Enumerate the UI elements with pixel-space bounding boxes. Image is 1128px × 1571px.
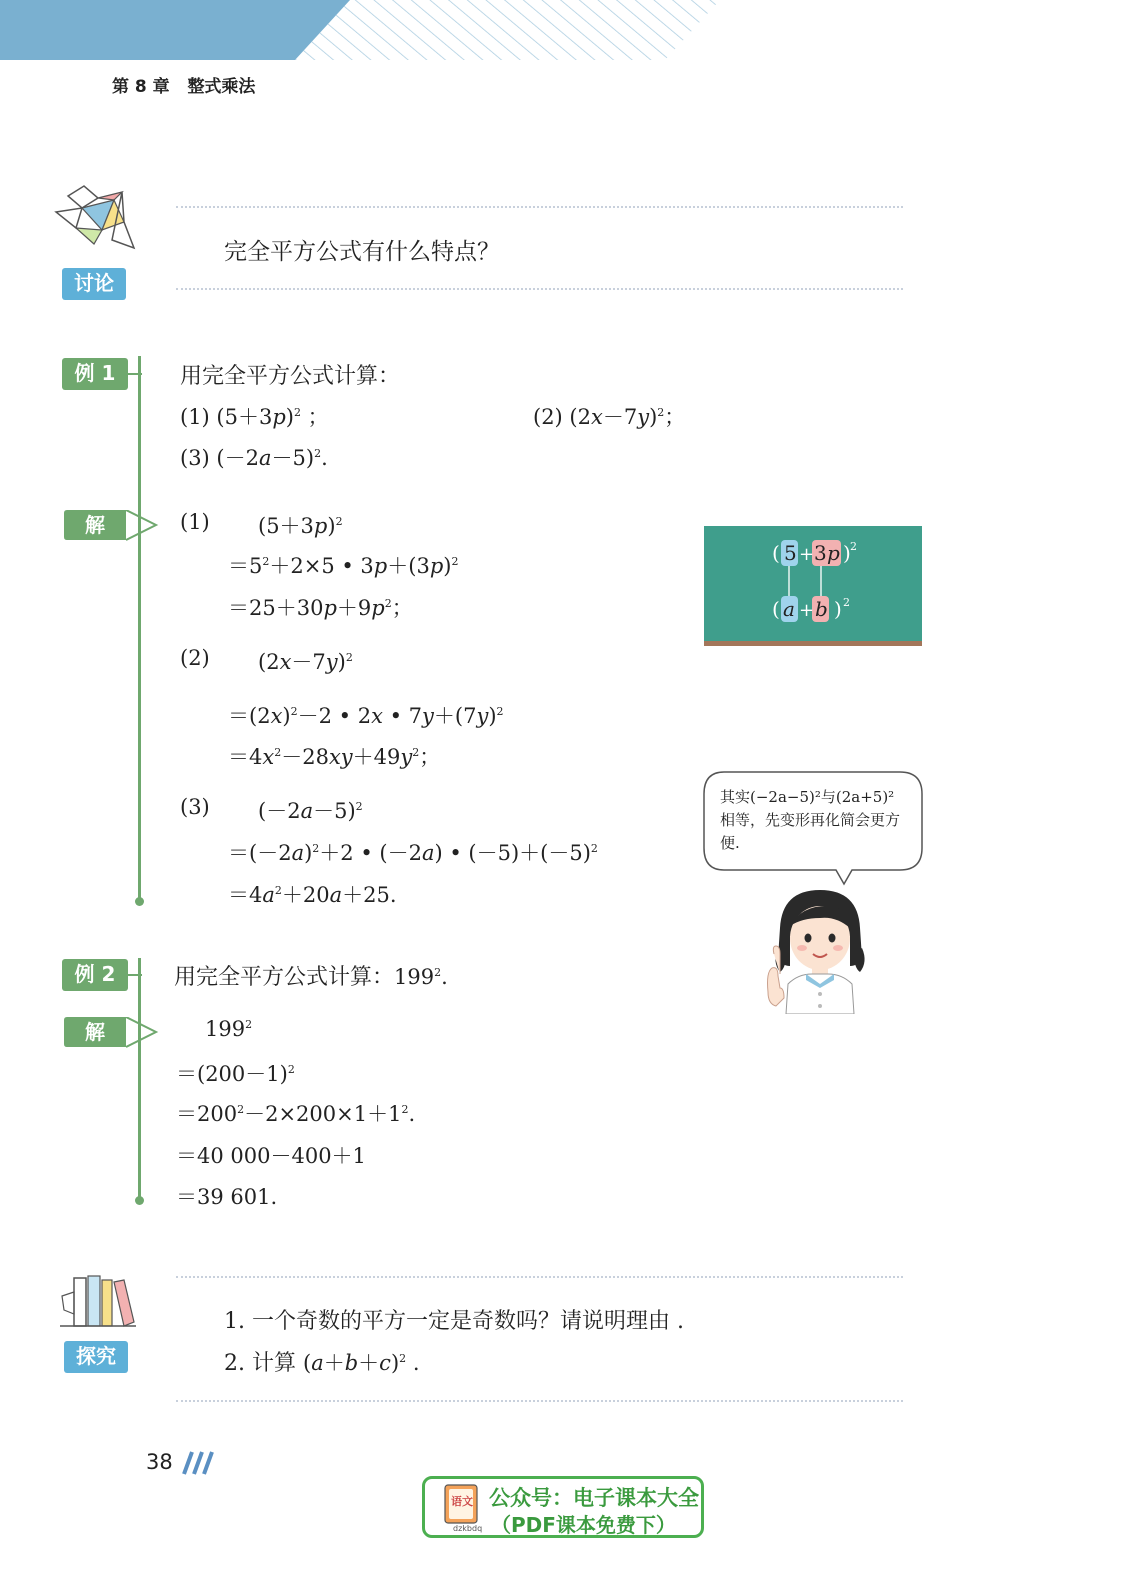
example2-expression: $199^2$. <box>394 965 448 989</box>
discussion-bottom-rule <box>176 288 903 290</box>
explore-item-2-label: 2. 计算 <box>224 1351 296 1376</box>
chapter-title: 整式乘法 <box>187 77 256 97</box>
svg-text:a: a <box>783 597 795 621</box>
solution1-label-2: (2) <box>180 646 210 670</box>
discussion-top-rule <box>176 206 903 208</box>
example1-connector <box>128 373 142 375</box>
explore-bottom-rule <box>176 1400 903 1402</box>
girl-illustration <box>750 888 890 1014</box>
chapter-heading <box>112 72 255 97</box>
example2-connector <box>128 974 142 976</box>
solution2-tag: 解 <box>85 1020 105 1044</box>
watermark-line-1: 公众号：电子课本大全 <box>489 1486 699 1510</box>
example1-problem-3: (3) $(-2a-5)^2$. <box>180 446 328 470</box>
example1-problem-2: (2) $(2x-7y)^2$； <box>533 405 686 429</box>
example2-prompt: 用完全平方公式计算： <box>174 965 395 990</box>
svg-text:): ) <box>843 541 851 565</box>
solution2-step-4: ＝39 601. <box>176 1185 278 1209</box>
example1-tag: 例 1 <box>62 358 128 390</box>
solution2-step-1: $=(200-1)^2$ <box>176 1062 295 1086</box>
page-number: 38 <box>146 1450 173 1474</box>
header-banner <box>0 0 1128 62</box>
example1-prompt: 用完全平方公式计算： <box>180 364 401 389</box>
watermark-line-2: （PDF课本免费下） <box>491 1513 676 1537</box>
discussion-icon <box>54 184 138 256</box>
example1-rail <box>138 356 141 902</box>
solution1-step-1-0: $(5+3p)^2$ <box>258 514 343 538</box>
svg-text:+: + <box>799 544 815 565</box>
solution1-step-1-2: $=25+30p+9p^2$； <box>228 596 413 620</box>
discussion-tag: 讨论 <box>62 268 126 300</box>
solution1-step-2-0: $(2x-7y)^2$ <box>258 650 353 674</box>
solution1-step-3-1: $=(-2a)^2+2$ • (－2a) • $(-5)+(-5)^2$ <box>228 841 598 865</box>
example2-prompt-line <box>174 960 448 991</box>
example2-rail <box>138 958 141 1200</box>
solution1-label-1: (1) <box>180 510 210 534</box>
svg-text:b: b <box>815 597 828 621</box>
explore-item-2 <box>224 1346 420 1377</box>
discussion-question: 完全平方公式有什么特点？ <box>224 239 500 265</box>
solution1-step-2-1: $=(2x)^2-2$ • 2x • $7y+(7y)^2$ <box>228 704 504 728</box>
solution2-step-0: $199^2$ <box>205 1017 253 1041</box>
page-number-slashes <box>174 1450 216 1476</box>
solution1-tag: 解 <box>85 513 105 537</box>
svg-text:2: 2 <box>843 596 850 609</box>
solution2-step-3: ＝40 000－400＋1 <box>176 1144 366 1168</box>
svg-text:2: 2 <box>850 540 857 553</box>
blackboard-formula <box>704 526 922 641</box>
svg-text:3: 3 <box>814 541 827 565</box>
example1-rail-end <box>135 897 144 906</box>
explore-item-2-expression: $(a+b+c)^2$ . <box>302 1351 420 1375</box>
svg-text:(: ( <box>772 541 780 565</box>
watermark-small-text: dzkbdq <box>453 1524 483 1533</box>
explore-top-rule <box>176 1276 903 1278</box>
blackboard <box>704 526 922 646</box>
book-icon-label: 语文 <box>451 1495 473 1508</box>
solution1-label-3: (3) <box>180 795 210 819</box>
explore-tag: 探究 <box>64 1341 128 1373</box>
solution1-step-2-2: $=4x^2-28xy+49y^2$； <box>228 745 441 769</box>
example2-tag: 例 2 <box>62 959 128 991</box>
chapter-number: 第 8 章 <box>112 77 170 97</box>
svg-text:(: ( <box>772 597 780 621</box>
watermark-badge <box>422 1476 704 1538</box>
explore-icon <box>60 1274 136 1330</box>
svg-text:): ) <box>834 597 842 621</box>
svg-text:+: + <box>799 600 815 621</box>
solution1-step-3-2: $=4a^2+20a+25$. <box>228 883 397 907</box>
solution1-step-1-1: $=5^2+2\times 5$ • $3p+(3p)^2$ <box>228 554 459 578</box>
example2-rail-end <box>135 1196 144 1205</box>
svg-text:5: 5 <box>784 541 797 565</box>
speech-bubble-text: 其实(−2a−5)²与(2a+5)²相等，先变形再化简会更方便. <box>720 788 901 852</box>
svg-text:p: p <box>827 541 840 565</box>
solution2-step-2: $=200^2-2\times 200\times 1+1^2$. <box>176 1102 416 1126</box>
example1-problem-1: (1) $(5+3p)^2$ ； <box>180 405 329 429</box>
explore-item-1: 1. 一个奇数的平方一定是奇数吗？请说明理由 . <box>224 1309 684 1334</box>
solution1-step-3-0: $(-2a-5)^2$ <box>258 799 363 823</box>
